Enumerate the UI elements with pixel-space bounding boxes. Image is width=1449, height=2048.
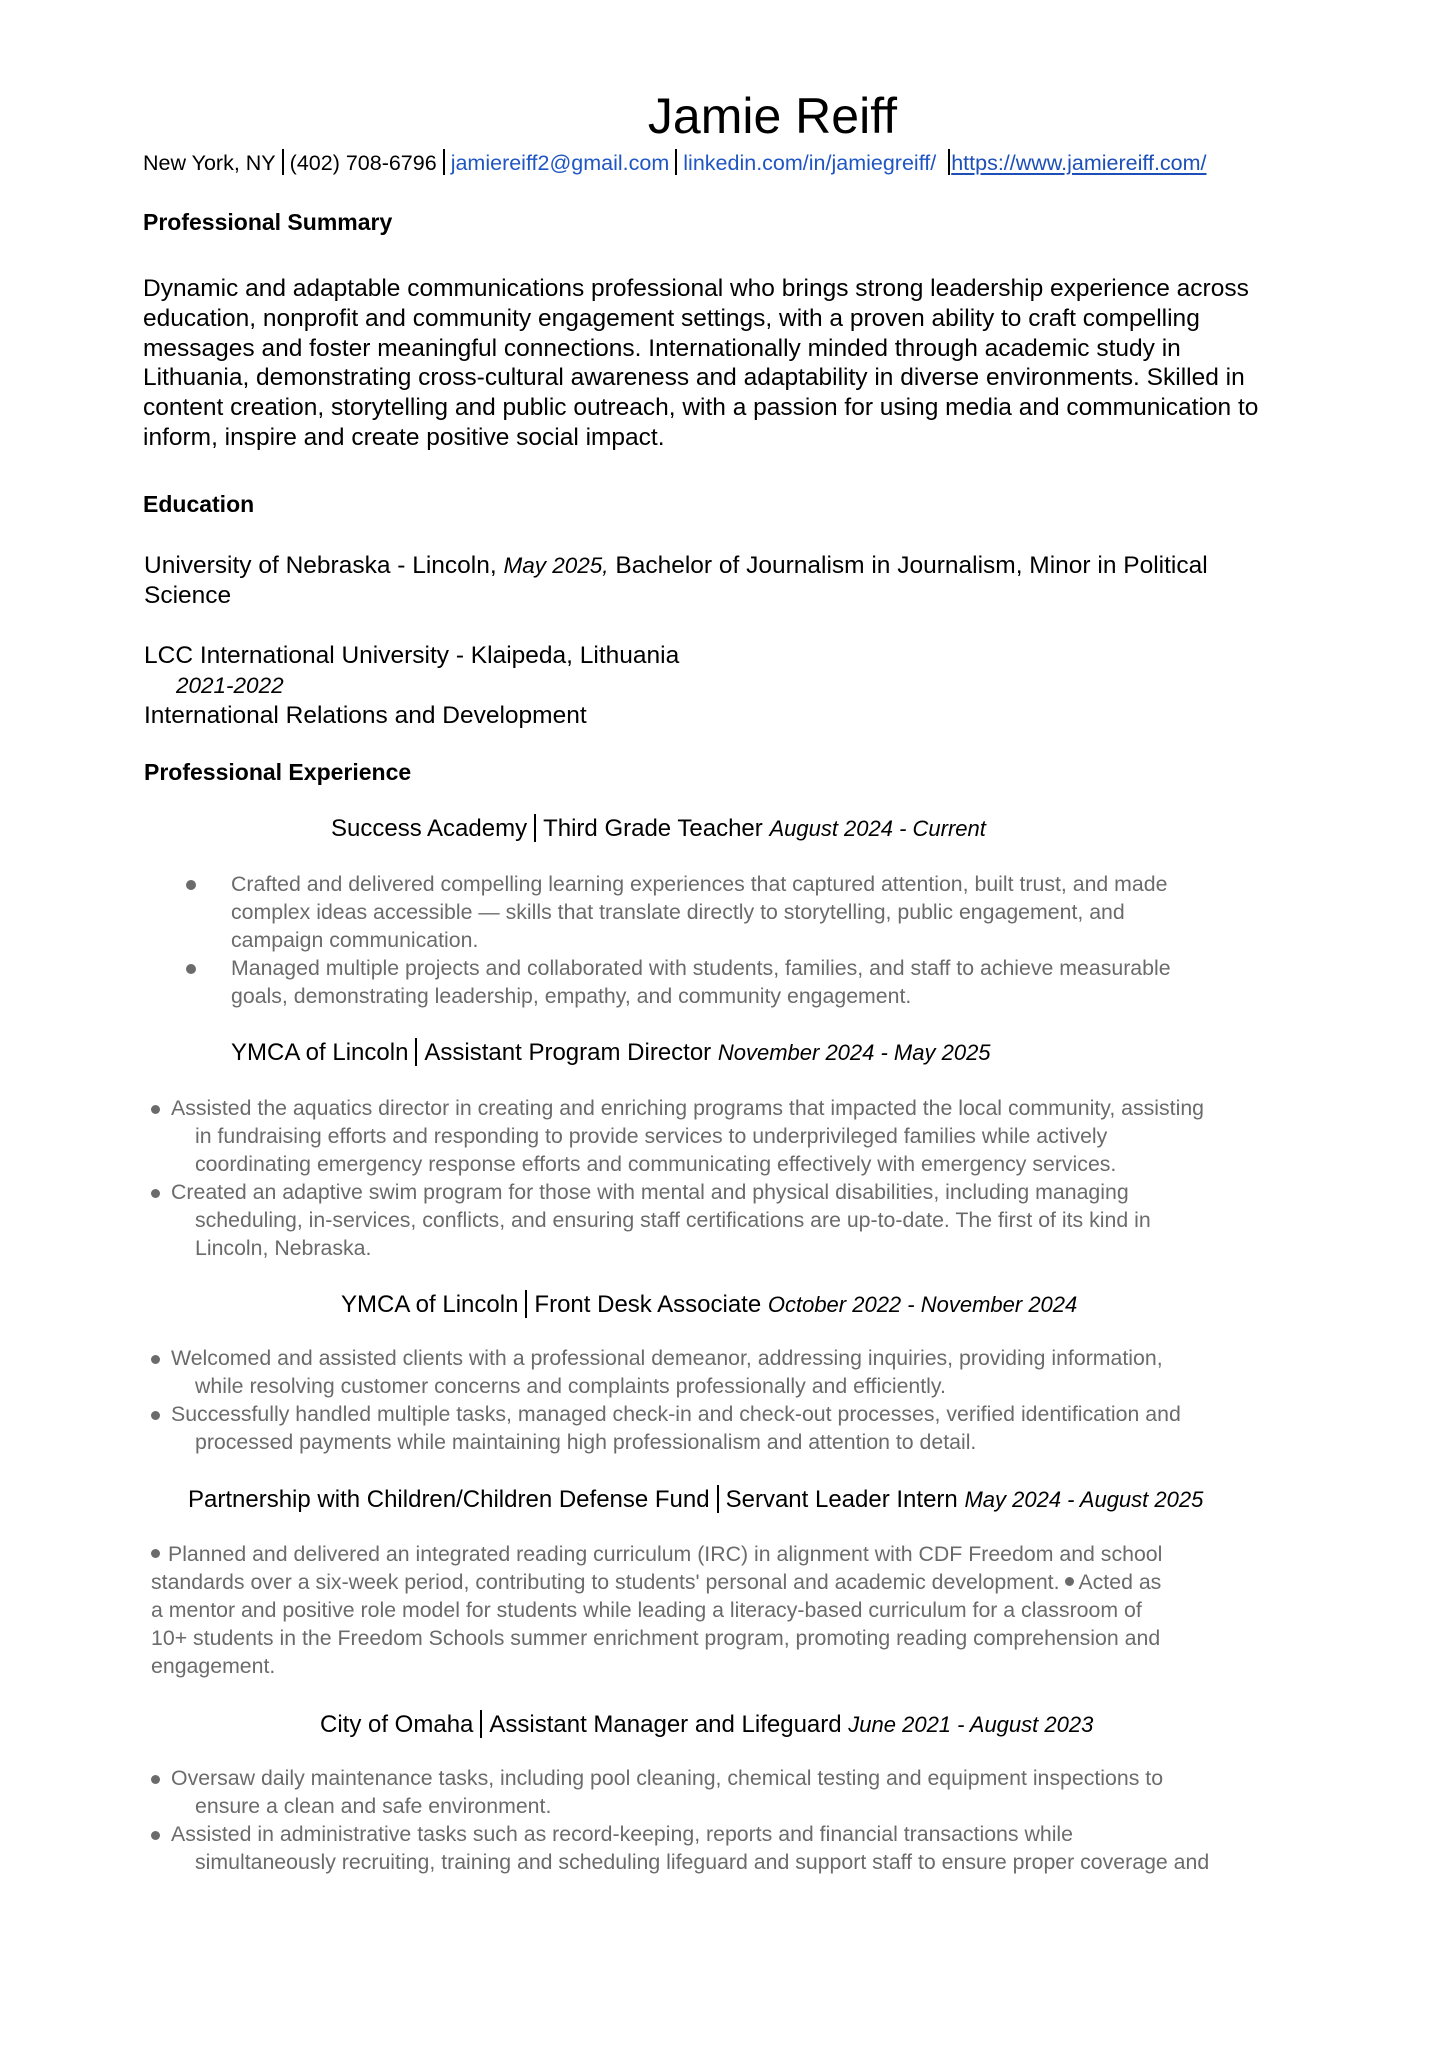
paragraph-line: Planned and delivered an integrated reading curriculum (IRC) in alignment with CDF Freedom and school (151, 1541, 1162, 1569)
bullet-icon (186, 964, 196, 974)
separator (717, 1485, 719, 1513)
job-bullets (151, 1345, 1181, 1457)
separator (443, 149, 445, 175)
website-link[interactable]: https://www.jamiereiff.com/ (951, 151, 1207, 175)
degree-continued: Science (144, 581, 232, 609)
list-item: Assisted the aquatics director in creating and enriching programs that impacted the local community, assisting in fundraising efforts and responding to provide services to underprivileged families while actively coordinating emergency response efforts and communicating effectively with emergency services. (151, 1095, 1204, 1179)
paragraph-line: a mentor and positive role model for students while leading a literacy-based curriculum for a classroom of (151, 1597, 1142, 1622)
job-org: YMCA of Lincoln (231, 1039, 409, 1066)
job-header (231, 1038, 991, 1068)
separator (525, 1290, 527, 1318)
summary-line: Lithuania, demonstrating cross-cultural awareness and adaptability in diverse environments. Skilled in (143, 364, 1245, 392)
bullet-icon (1065, 1577, 1074, 1586)
separator (948, 149, 950, 175)
school-name: University of Nebraska - Lincoln, (144, 552, 497, 579)
paragraph-line: engagement. (151, 1653, 276, 1678)
summary-line: Dynamic and adaptable communications professional who brings strong leadership experience across (143, 275, 1249, 302)
job-org: City of Omaha (320, 1711, 474, 1738)
summary-line: inform, inspire and create positive social impact. (143, 423, 665, 451)
job-date: August 2024 - Current (769, 816, 986, 841)
list-item: Welcomed and assisted clients with a professional demeanor, addressing inquiries, providing information, while resolving customer concerns and complaints professionally and efficiently. (151, 1345, 1181, 1401)
job-bullets (186, 871, 1171, 1011)
list-item: Assisted in administrative tasks such as record-keeping, reports and financial transactions while simultaneously recruiting, training and scheduling lifeguard and support staff to ensure proper coverage and (151, 1821, 1209, 1877)
summary-line: messages and foster meaningful connections. Internationally minded through academic study in (143, 334, 1181, 362)
job-header (188, 1485, 1203, 1515)
job-title: Front Desk Associate (534, 1291, 762, 1318)
bullet-icon (151, 1105, 160, 1114)
job-org: YMCA of Lincoln (341, 1291, 519, 1318)
list-item: Oversaw daily maintenance tasks, including pool cleaning, chemical testing and equipment inspections to ensure a clean and safe environment. (151, 1765, 1209, 1821)
separator (415, 1038, 417, 1066)
summary-line: education, nonprofit and community engagement settings, with a proven ability to craft compelling (143, 304, 1200, 332)
job-org: Partnership with Children/Children Defense Fund (188, 1486, 710, 1513)
contact-line (143, 148, 1207, 178)
linkedin-link[interactable]: linkedin.com/in/jamiegreiff/ (683, 151, 937, 175)
job-date: May 2024 - August 2025 (964, 1487, 1204, 1512)
paragraph-line: 10+ students in the Freedom Schools summer enrichment program, promoting reading comprehension and (151, 1625, 1161, 1650)
job-bullets (151, 1765, 1209, 1877)
summary-text (143, 274, 1258, 453)
bullet-icon (186, 880, 196, 890)
job-header (320, 1710, 1093, 1740)
job-org: Success Academy (331, 815, 528, 842)
bullet-icon (151, 1411, 160, 1420)
bullet-icon (151, 1775, 160, 1784)
candidate-name: Jamie Reiff (647, 88, 898, 144)
education-date: May 2025, (503, 553, 609, 578)
list-item: Created an adaptive swim program for those with mental and physical disabilities, including managing scheduling, in-services, conflicts, and ensuring staff certifications are up-to-date. The first of its kind in Lincoln, Nebraska. (151, 1179, 1204, 1263)
education-unl (144, 551, 1208, 611)
program: International Relations and Development (144, 701, 587, 729)
bullet-icon (151, 1549, 160, 1558)
phone: (402) 708-6796 (289, 151, 437, 175)
bullet-icon (151, 1831, 160, 1840)
job-header (331, 814, 986, 844)
job-date: June 2021 - August 2023 (848, 1712, 1094, 1737)
email-link[interactable]: jamiereiff2@gmail.com (450, 151, 670, 175)
separator (282, 149, 284, 175)
separator (534, 814, 536, 842)
summary-heading: Professional Summary (143, 209, 393, 235)
job-paragraph (151, 1541, 1162, 1681)
degree: Bachelor of Journalism in Journalism, Minor in Political (615, 552, 1208, 579)
separator (480, 1710, 482, 1738)
list-item: Crafted and delivered compelling learning experiences that captured attention, built trust, and made complex ideas accessible — skills that translate directly to storytelling, public engagement, and campaign communication. (186, 871, 1171, 955)
location: New York, NY (143, 151, 276, 175)
list-item: Managed multiple projects and collaborated with students, families, and staff to achieve measurable goals, demonstrating leadership, empathy, and community engagement. (186, 955, 1171, 1011)
paragraph-line: standards over a six-week period, contributing to students' personal and academic development. Acted as (151, 1569, 1162, 1594)
job-header (341, 1290, 1077, 1320)
list-item: Successfully handled multiple tasks, managed check-in and check-out processes, verified identification and processed payments while maintaining high professionalism and attention to detail. (151, 1401, 1181, 1457)
education-date: 2021-2022 (176, 672, 284, 698)
summary-line: content creation, storytelling and public outreach, with a passion for using media and communication to (143, 394, 1259, 422)
bullet-icon (151, 1355, 160, 1364)
job-title: Servant Leader Intern (725, 1486, 958, 1513)
job-title: Assistant Manager and Lifeguard (489, 1711, 842, 1738)
job-date: November 2024 - May 2025 (717, 1040, 991, 1065)
job-title: Third Grade Teacher (543, 815, 763, 842)
job-bullets (151, 1095, 1204, 1262)
bullet-icon (151, 1189, 160, 1198)
separator (675, 149, 677, 175)
school-name: LCC International University - Klaipeda, Lithuania (144, 642, 680, 669)
experience-heading: Professional Experience (144, 759, 412, 785)
job-title: Assistant Program Director (424, 1039, 712, 1066)
job-date: October 2022 - November 2024 (767, 1292, 1078, 1317)
education-heading: Education (143, 491, 255, 517)
education-lcc (144, 641, 679, 730)
